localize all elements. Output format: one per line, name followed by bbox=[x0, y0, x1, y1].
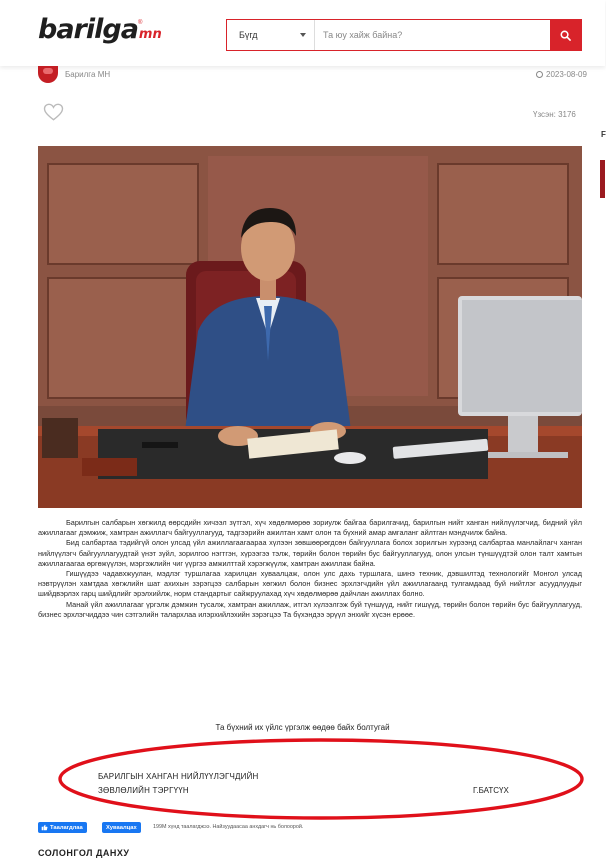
search-icon bbox=[560, 30, 571, 41]
heart-icon bbox=[43, 103, 64, 121]
facebook-like-count: 199М хүнд таалагджээ. Найзуудаасаа анхдагч нь болоорой. bbox=[153, 824, 304, 830]
article-paragraph: Барилгын салбарын хөгжилд өөрсдийн хичээл зүтгэл, хүч хөдөлмөрөө зориулж байгаа барилгачид, барилгын нийт ханган нийлүүлэгчид, бидний үйл ажиллагааг дэмжиж, хамтран ажиллагч байгууллагууд, тадгээрийн ажилтан хамт олон та бүхний амар амгаланг айлтган мэндчилж байна. bbox=[38, 518, 582, 538]
post-date-text: 2023-08-09 bbox=[546, 70, 587, 79]
article-paragraph: Гишүүдээ чадавхжуулан, мэдлэг туршлагаа харилцан хуваалцаж, олон улс дахь туршлага, шинэ техник, дэвшилтэд технологийг Монгол улсад нэвтрүүлэн хамтдаа хөгжлийн шат ахихын зэрэгцээ салбарын хөгжил болон бизнес эрхлэгчдийн үйл ажиллагаанд тулгамдаад буй нийтлэг асуудлуудыг шийдвэрлэх гарц шийдлийг эрэлхийлж, норм стандартыг сайжруулахад хүч хөдөлмөрөө дайчлан ажиллах болно. bbox=[38, 569, 582, 599]
chevron-down-icon bbox=[300, 33, 306, 37]
signature-title-line2: ЗӨВЛӨЛИЙН ТЭРГҮҮН bbox=[98, 786, 189, 795]
logo-text: barilga bbox=[38, 14, 138, 45]
article-body bbox=[38, 518, 582, 620]
sidebar-thumbnail-peek[interactable] bbox=[600, 160, 605, 198]
thumbs-up-icon bbox=[41, 824, 48, 831]
view-count: Үзсэн: 3176 bbox=[533, 110, 576, 119]
site-logo[interactable] bbox=[38, 14, 162, 46]
facebook-like-label: Таалагдлаа bbox=[50, 824, 83, 831]
search-bar bbox=[226, 19, 582, 51]
author-name[interactable]: Барилга МН bbox=[65, 70, 111, 79]
search-button[interactable] bbox=[550, 20, 581, 50]
registered-mark: ® bbox=[138, 20, 143, 26]
search-category-label: Бүгд bbox=[239, 30, 258, 40]
article-paragraph: Манай үйл ажиллагааг үргэлж дэмжин тусалж, хамтран ажиллаж, итгэл хүлээлгэж буй түншүүд, нийт гишүүд, төрийн болон төрийн бус байгууллагууд, бизнес эрхлэгчиддээ чин сэтгэлийн талархлаа илэрхийлэхийн зэрэгцээ Та бүхэндээ эрүүл энхийг хүсэн ерөөе. bbox=[38, 599, 582, 619]
like-button[interactable] bbox=[43, 103, 64, 126]
search-category-select[interactable] bbox=[227, 20, 315, 50]
next-section-heading: СОЛОНГОЛ ДАНХУ bbox=[38, 848, 130, 858]
signature-name: Г.БАТСҮХ bbox=[473, 786, 509, 795]
sidebar-heading-peek: F bbox=[601, 130, 606, 139]
author-avatar[interactable] bbox=[38, 66, 58, 83]
logo-suffix: mn bbox=[138, 27, 162, 42]
article-paragraph: Бид салбартаа тэдийгүй олон улсад үйл ажиллагаагаараа хүлээн зөвшөөрөгдсөн байгууллага болох зорилгын хүрээнд салбартаа манлайлагч ханган нийлүүлэгч байгууллагуудтай үнэт зүйл, зорилгоо нэгтгэн, хүрээгээ тэлж, төрийн болон төрийн бус байгууллагууд, олон улсын түншүүдтэй олон талт хамтын ажиллагаагаа өргөжүүлэн, мэргэжлийн чиг үүргээ амжилттай хэрэгжүүлж, хамтран ажиллаж байна. bbox=[38, 538, 582, 568]
facebook-like-button[interactable] bbox=[38, 822, 87, 833]
clock-icon bbox=[536, 71, 543, 78]
facebook-share-label: Хуваалцах bbox=[106, 824, 137, 831]
site-header bbox=[0, 0, 605, 66]
post-date bbox=[536, 70, 587, 79]
search-input[interactable] bbox=[315, 20, 550, 50]
signature-title-line1: БАРИЛГЫН ХАНГАН НИЙЛҮҮЛЭГЧДИЙН bbox=[98, 772, 259, 781]
facebook-share-button[interactable] bbox=[102, 822, 141, 833]
article-slogan: Та бүхний их үйлс үргэлж өөдөө байх болтугай bbox=[215, 723, 390, 732]
article-photo bbox=[38, 146, 582, 508]
